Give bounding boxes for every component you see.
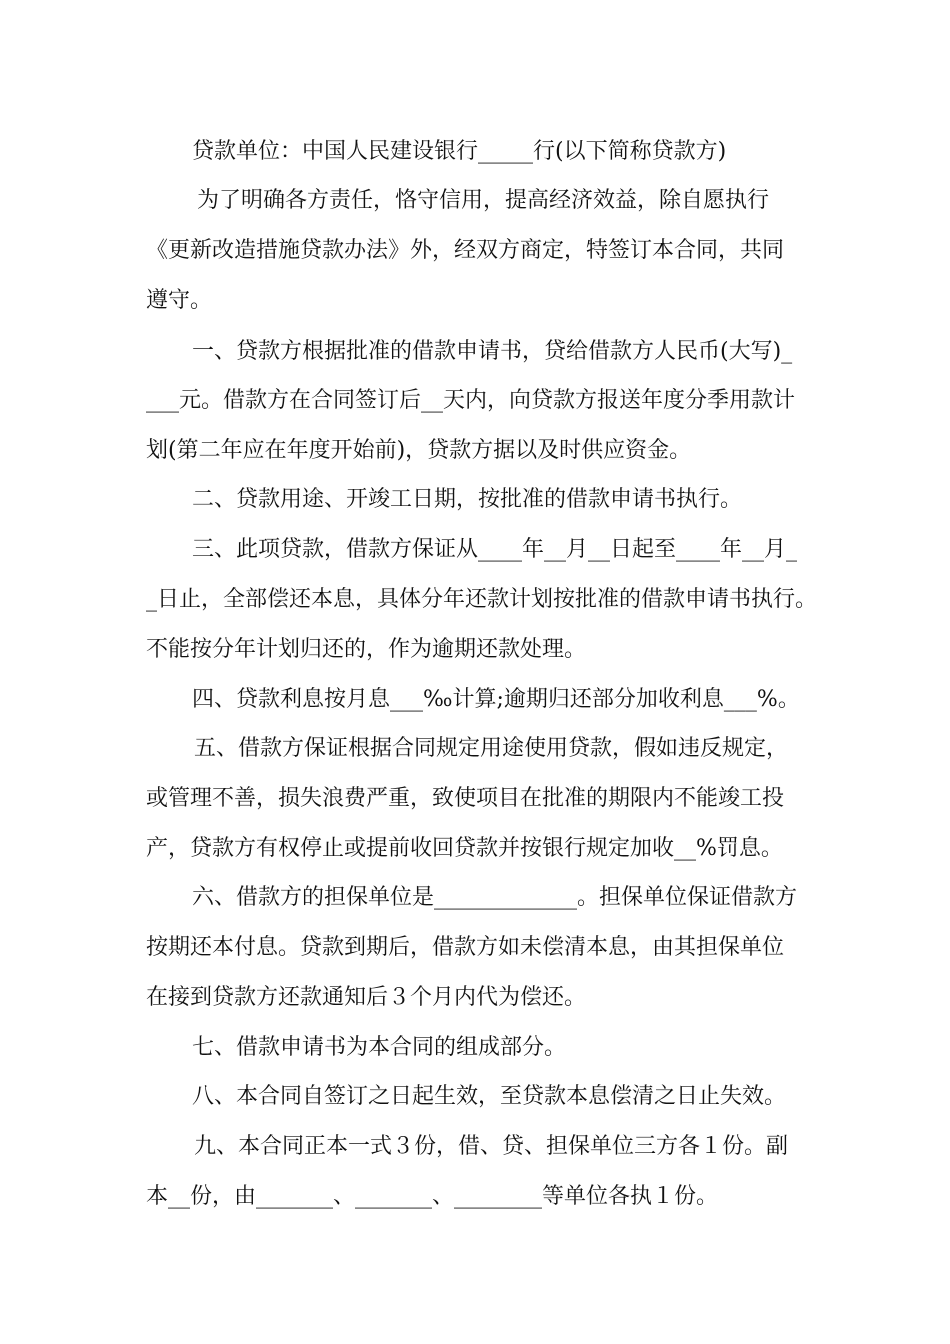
paragraph-lender-line: 贷款单位：中国人民建设银行_____行(以下简称贷款方) [192,139,727,164]
paragraph-clause-9-line: 九、本合同正本一式３份，借、贷、担保单位三方各１份。副 [194,1134,789,1159]
paragraph-clause-5-line: 五、借款方保证根据合同规定用途使用贷款，假如违反规定， [194,736,789,761]
paragraph-preamble-line: 《更新改造措施贷款办法》外，经双方商定，特签订本合同，共同 [146,238,785,263]
paragraph-clause-4-line: 四、贷款利息按月息___‰计算;逾期归还部分加收利息___%。 [192,687,800,712]
paragraph-clause-3-line: 三、此项贷款，借款方保证从____年__月__日起至____年__月_ [192,537,798,562]
paragraph-clause-6-line: 按期还本付息。贷款到期后，借款方如未偿清本息，由其担保单位 [146,935,785,960]
paragraph-clause-2-line: 二、贷款用途、开竣工日期，按批准的借款申请书执行。 [192,487,743,512]
paragraph-clause-1-line: 一、贷款方根据批准的借款申请书，贷给借款方人民币(大写)_ [192,339,793,364]
paragraph-clause-3-line: _日止，全部偿还本息，具体分年还款计划按批准的借款申请书执行。 [146,587,818,612]
paragraph-clause-5-line: 或管理不善，损失浪费严重，致使项目在批准的期限内不能竣工投 [146,786,785,811]
paragraph-clause-3-line: 不能按分年计划归还的，作为逾期还款处理。 [146,637,587,662]
paragraph-clause-1-line: 划(第二年应在年度开始前)，贷款方据以及时供应资金。 [146,438,692,463]
paragraph-clause-6-line: 六、借款方的担保单位是_____________。担保单位保证借款方 [192,885,798,910]
paragraph-clause-7-line: 七、借款申请书为本合同的组成部分。 [192,1035,567,1060]
paragraph-clause-1-line: ___元。借款方在合同签订后__天内，向贷款方报送年度分季用款计 [146,388,796,413]
paragraph-clause-8-line: 八、本合同自签订之日起生效，至贷款本息偿清之日止失效。 [192,1084,787,1109]
paragraph-clause-6-line: 在接到贷款方还款通知后３个月内代为偿还。 [146,985,587,1010]
paragraph-clause-9-line: 本__份，由_______、_______、________等单位各执１份。 [146,1184,719,1209]
paragraph-clause-5-line: 产，贷款方有权停止或提前收回贷款并按银行规定加收__%罚息。 [146,836,783,861]
paragraph-preamble-line: 遵守。 [146,288,213,313]
paragraph-preamble-line: 为了明确各方责任，恪守信用，提高经济效益，除自愿执行 [197,188,770,213]
